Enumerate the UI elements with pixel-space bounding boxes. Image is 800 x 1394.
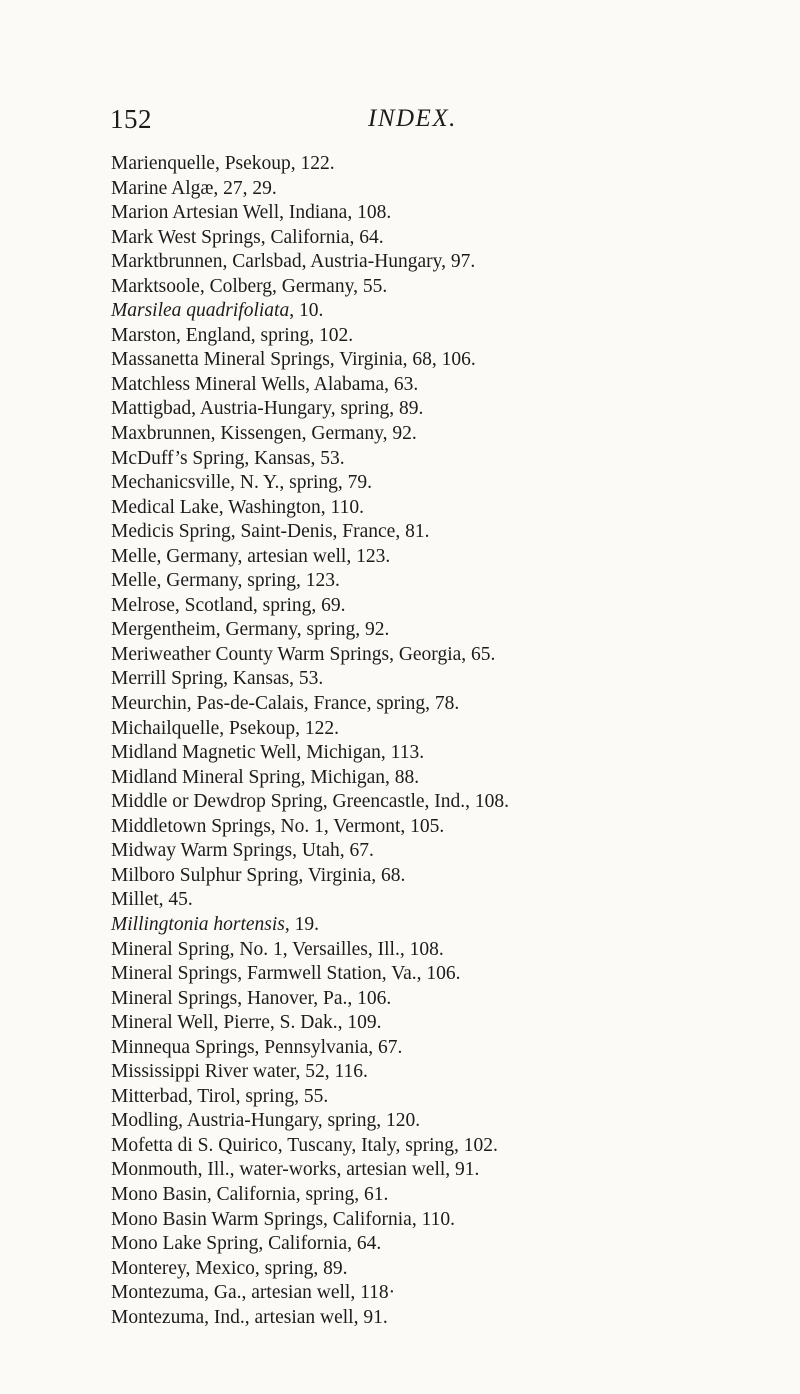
index-entry: McDuff’s Spring, Kansas, 53. — [111, 447, 345, 469]
index-entry-term: Marsilea quadrifoliata — [111, 300, 290, 322]
index-entry: Michailquelle, Psekoup, 122. — [111, 717, 340, 739]
index-entry: Merrill Spring, Kansas, 53. — [111, 668, 324, 690]
index-entry: Midland Magnetic Well, Michigan, 113. — [111, 742, 425, 764]
index-entry-pages: , 10. — [289, 300, 324, 322]
page-header — [110, 104, 530, 140]
index-entry: Melle, Germany, artesian well, 123. — [111, 545, 391, 567]
index-entry: Medical Lake, Washington, 110. — [111, 496, 364, 518]
index-entry: Mattigbad, Austria-Hungary, spring, 89. — [111, 398, 424, 420]
index-entry: Mineral Springs, Hanover, Pa., 106. — [111, 987, 392, 1009]
index-entry: Marston, England, spring, 102. — [111, 324, 354, 346]
index-entry: Medicis Spring, Saint-Denis, France, 81. — [111, 521, 430, 543]
index-entry: Mineral Well, Pierre, S. Dak., 109. — [111, 1012, 382, 1034]
index-entry: Marktbrunnen, Carlsbad, Austria-Hungary, 97. — [111, 251, 476, 273]
index-entry: Milboro Sulphur Spring, Virginia, 68. — [111, 864, 406, 886]
index-entry: Mono Basin, California, spring, 61. — [111, 1183, 389, 1205]
index-entry: Midway Warm Springs, Utah, 67. — [111, 840, 374, 862]
page-number: 152 — [110, 104, 152, 134]
index-entry: Marienquelle, Psekoup, 122. — [111, 153, 335, 174]
index-entry: Melle, Germany, spring, 123. — [111, 570, 340, 592]
running-head: INDEX. — [368, 105, 457, 132]
index-entry: Middletown Springs, No. 1, Vermont, 105. — [111, 815, 445, 837]
index-entry: Mofetta di S. Quirico, Tuscany, Italy, spring, 102. — [111, 1134, 498, 1156]
index-entry: Modling, Austria-Hungary, spring, 120. — [111, 1110, 421, 1132]
index-entry: Montezuma, Ga., artesian well, 118· — [111, 1282, 396, 1304]
index-entry: Mineral Springs, Farmwell Station, Va., 106. — [111, 963, 461, 985]
index-entry — [111, 913, 781, 938]
index-entry: Massanetta Mineral Springs, Virginia, 68, 106. — [111, 349, 476, 371]
index-entry: Matchless Mineral Wells, Alabama, 63. — [111, 373, 419, 395]
index-entry: Mono Lake Spring, California, 64. — [111, 1233, 382, 1255]
index-entry — [111, 299, 781, 324]
index-entry: Mitterbad, Tirol, spring, 55. — [111, 1085, 329, 1107]
index-entry: Marine Algæ, 27, 29. — [111, 177, 277, 199]
index-entry: Marktsoole, Colberg, Germany, 55. — [111, 275, 388, 297]
index-entry: Mineral Spring, No. 1, Versailles, Ill., 108. — [111, 938, 444, 960]
index-entry-list — [111, 152, 781, 1330]
index-entry: Minnequa Springs, Pennsylvania, 67. — [111, 1036, 403, 1058]
index-entry-pages: , 19. — [284, 913, 320, 935]
index-entry: Mark West Springs, California, 64. — [111, 226, 384, 248]
index-entry: Maxbrunnen, Kissengen, Germany, 92. — [111, 423, 417, 445]
index-entry: Marion Artesian Well, Indiana, 108. — [111, 202, 392, 224]
index-entry: Meriweather County Warm Springs, Georgia, 65. — [111, 643, 496, 665]
index-entry: Mergentheim, Germany, spring, 92. — [111, 619, 390, 641]
index-entry: Millet, 45. — [111, 889, 193, 911]
index-entry: Mono Basin Warm Springs, California, 110. — [111, 1208, 455, 1230]
index-entry: Midland Mineral Spring, Michigan, 88. — [111, 766, 420, 788]
index-entry: Mississippi River water, 52, 116. — [111, 1061, 368, 1083]
index-entry: Mechanicsville, N. Y., spring, 79. — [111, 472, 373, 494]
index-entry: Monterey, Mexico, spring, 89. — [111, 1257, 348, 1279]
index-entry: Monmouth, Ill., water-works, artesian well, 91. — [111, 1159, 480, 1181]
index-entry: Melrose, Scotland, spring, 69. — [111, 594, 346, 616]
index-entry: Middle or Dewdrop Spring, Greencastle, Ind., 108. — [111, 791, 510, 813]
index-entry: Montezuma, Ind., artesian well, 91. — [111, 1306, 388, 1328]
index-entry: Meurchin, Pas-de-Calais, France, spring, 78. — [111, 693, 460, 715]
index-entry-term: Millingtonia hortensis — [111, 913, 285, 935]
